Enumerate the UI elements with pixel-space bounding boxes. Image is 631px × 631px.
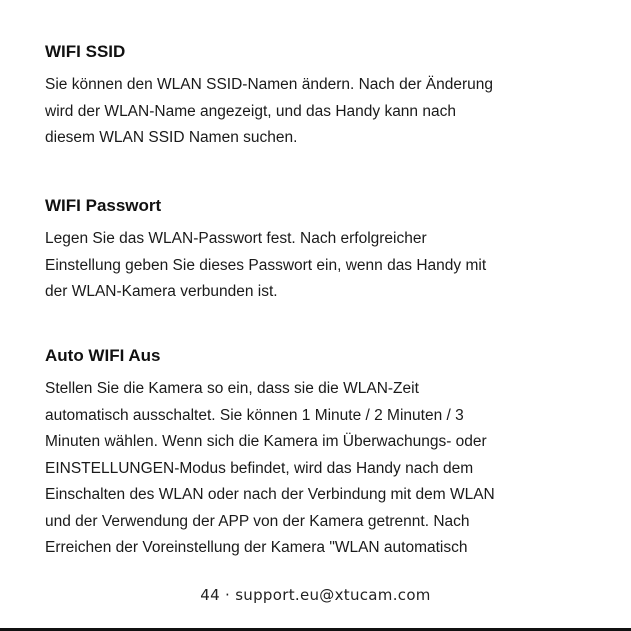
body-line: Stellen Sie die Kamera so ein, dass sie die WLAN-Zeit bbox=[45, 380, 419, 397]
section-heading: Auto WIFI Aus bbox=[45, 346, 161, 365]
body-line: Einstellung geben Sie dieses Passwort ein, wenn das Handy mit bbox=[45, 256, 487, 274]
body-line: EINSTELLUNGEN-Modus befindet, wird das Handy nach dem bbox=[45, 459, 474, 477]
body-line: Minuten wählen. Wenn sich die Kamera im Überwachungs- oder bbox=[45, 433, 487, 450]
body-line: automatisch ausschaltet. Sie können 1 Minute / 2 Minuten / 3 bbox=[45, 406, 464, 424]
page-footer: 44 · support.eu@xtucam.com bbox=[200, 586, 431, 604]
section-auto-wifi-aus bbox=[45, 346, 605, 562]
section-body bbox=[45, 72, 605, 152]
body-line: und der Verwendung der APP von der Kamera getrennt. Nach bbox=[45, 512, 470, 530]
section-heading: WIFI Passwort bbox=[45, 196, 162, 215]
body-line: Einschalten des WLAN oder nach der Verbindung mit dem WLAN bbox=[45, 486, 495, 503]
body-line: wird der WLAN-Name angezeigt, und das Handy kann nach bbox=[45, 102, 456, 120]
section-body bbox=[45, 376, 605, 562]
body-line: Sie können den WLAN SSID-Namen ändern. Nach der Änderung bbox=[45, 76, 494, 93]
body-line: diesem WLAN SSID Namen suchen. bbox=[45, 129, 298, 146]
body-line: Legen Sie das WLAN-Passwort fest. Nach erfolgreicher bbox=[45, 230, 427, 247]
section-body bbox=[45, 226, 605, 306]
section-heading: WIFI SSID bbox=[45, 42, 126, 61]
section-wifi-ssid bbox=[45, 42, 605, 152]
body-line: Erreichen der Voreinstellung der Kamera "WLAN automatisch bbox=[45, 539, 468, 556]
section-wifi-passwort bbox=[45, 196, 605, 306]
body-line: der WLAN-Kamera verbunden ist. bbox=[45, 283, 278, 300]
